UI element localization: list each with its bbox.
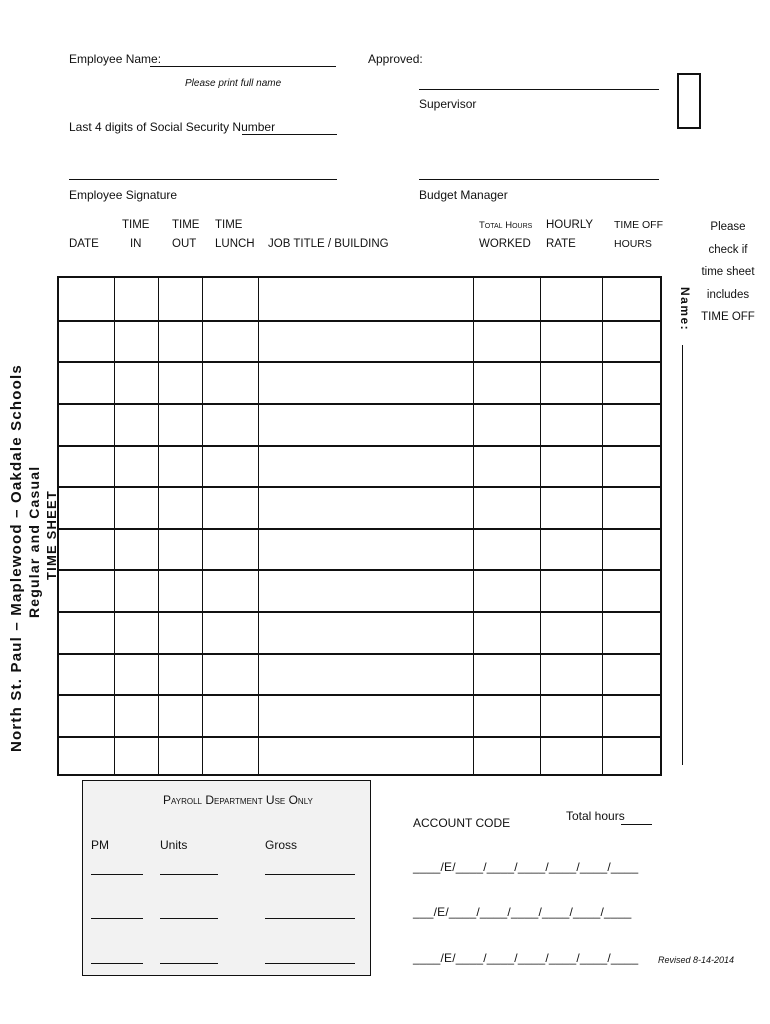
grid-row-line — [59, 528, 660, 530]
revised-date: Revised 8-14-2014 — [658, 955, 735, 965]
employee-name-field[interactable] — [150, 66, 336, 67]
col-total-hours: Total Hours WORKED — [479, 220, 533, 250]
name-vertical-field[interactable] — [682, 345, 683, 765]
payroll-title: Payroll Department Use Only — [163, 793, 313, 807]
account-code-line[interactable]: ____/E/____/____/____/____/____/____ — [413, 951, 639, 965]
total-hours-label: Total hours — [566, 809, 625, 823]
col-date: DATE — [69, 238, 99, 250]
budget-manager-label: Budget Manager — [419, 188, 508, 202]
grid-row-line — [59, 569, 660, 571]
supervisor-label: Supervisor — [419, 97, 477, 111]
payroll-pm-field[interactable] — [91, 963, 143, 964]
account-code-line[interactable]: ____/E/____/____/____/____/____/____ — [413, 860, 639, 874]
ssn-field[interactable] — [242, 134, 337, 135]
payroll-gross-field[interactable] — [265, 918, 355, 919]
grid-column-line — [602, 278, 603, 774]
col-time-in: TIME IN — [122, 219, 150, 250]
ssn-label: Last 4 digits of Social Security Number — [69, 120, 276, 134]
col-time-out: TIME OUT — [172, 219, 200, 250]
col-time-lunch: TIME LUNCH — [215, 219, 255, 250]
grid-row-line — [59, 694, 660, 696]
time-off-checkbox[interactable] — [677, 73, 701, 129]
account-code-line[interactable]: ___/E/____/____/____/____/____/____ — [413, 905, 632, 919]
budget-manager-signature-field[interactable] — [419, 179, 659, 180]
grid-row-line — [59, 653, 660, 655]
print-hint: Please print full name — [185, 78, 282, 89]
subtitle-regular-casual: Regular and Casual — [26, 465, 42, 618]
payroll-pm-label: PM — [91, 838, 109, 852]
payroll-gross-label: Gross — [265, 838, 298, 852]
employee-signature-field[interactable] — [69, 179, 337, 180]
payroll-units-label: Units — [160, 838, 188, 852]
district-title: North St. Paul – Maplewood – Oakdale Schools — [8, 364, 25, 752]
payroll-units-field[interactable] — [160, 874, 218, 875]
subtitle-time-sheet: TIME SHEET — [44, 489, 59, 580]
grid-column-line — [540, 278, 541, 774]
grid-row-line — [59, 611, 660, 613]
payroll-box — [82, 780, 371, 976]
grid-row-line — [59, 403, 660, 405]
employee-name-label: Employee Name: — [69, 52, 162, 66]
grid-column-line — [158, 278, 159, 774]
payroll-units-field[interactable] — [160, 918, 218, 919]
name-vertical-label: Name: — [678, 287, 692, 332]
payroll-pm-field[interactable] — [91, 918, 143, 919]
supervisor-signature-field[interactable] — [419, 89, 659, 90]
col-hourly-rate: HOURLY RATE — [546, 219, 594, 250]
grid-column-line — [114, 278, 115, 774]
timesheet-grid[interactable] — [57, 276, 662, 776]
payroll-units-field[interactable] — [160, 963, 218, 964]
approved-label: Approved: — [368, 52, 423, 66]
grid-row-line — [59, 445, 660, 447]
grid-row-line — [59, 736, 660, 738]
grid-row-line — [59, 486, 660, 488]
payroll-gross-field[interactable] — [265, 874, 355, 875]
grid-column-line — [202, 278, 203, 774]
employee-signature-label: Employee Signature — [69, 188, 178, 202]
payroll-pm-field[interactable] — [91, 874, 143, 875]
time-off-note: Please check if time sheet includes TIME OFF — [701, 221, 755, 323]
account-code-label: ACCOUNT CODE — [413, 816, 511, 830]
grid-row-line — [59, 320, 660, 322]
total-hours-field[interactable] — [621, 824, 652, 825]
grid-column-line — [258, 278, 259, 774]
grid-column-line — [473, 278, 474, 774]
payroll-gross-field[interactable] — [265, 963, 355, 964]
grid-row-line — [59, 361, 660, 363]
col-time-off-hours: TIME OFF HOURS — [614, 219, 663, 250]
col-job-title: JOB TITLE / BUILDING — [268, 238, 389, 250]
